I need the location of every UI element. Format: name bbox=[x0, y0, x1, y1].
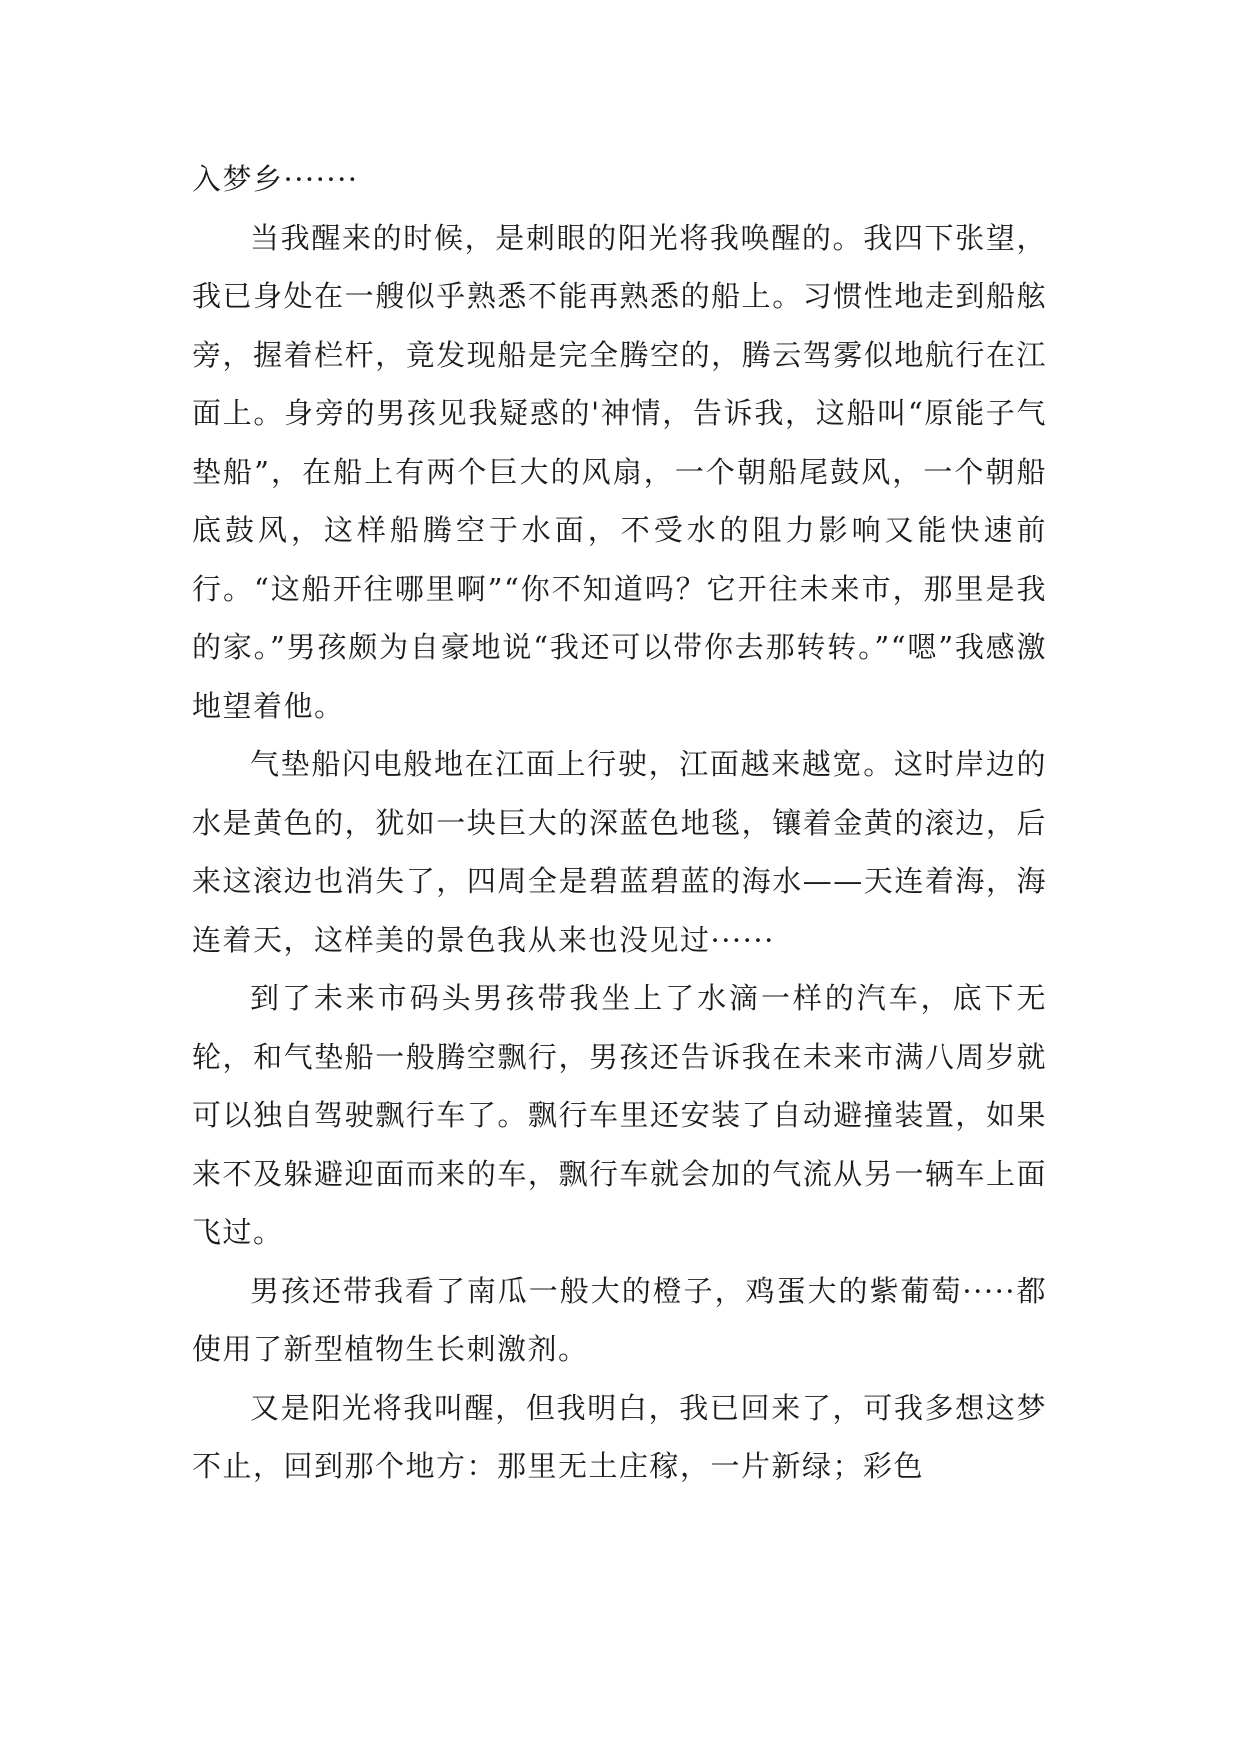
paragraph-1: 入梦乡······· bbox=[192, 162, 359, 196]
paragraph-3: 气垫船闪电般地在江面上行驶，江面越来越宽。这时岸边的水是黄色的，犹如一块巨大的深蓝色地毯，镶着金黄的滚边，后来这滚边也消失了，四周全是碧蓝碧蓝的海水——天连着海，海连着天，这样美的景色我从来也没见过······ bbox=[192, 747, 1047, 957]
paragraph-5: 男孩还带我看了南瓜一般大的橙子，鸡蛋大的紫葡萄·····都使用了新型植物生长刺激剂。 bbox=[192, 1273, 1047, 1366]
paragraph-6: 又是阳光将我叫醒，但我明白，我已回来了，可我多想这梦不止，回到那个地方：那里无土庄稼，一片新绿；彩色 bbox=[192, 1390, 1047, 1483]
document-body bbox=[192, 150, 1047, 1496]
paragraph-2: 当我醒来的时候，是刺眼的阳光将我唤醒的。我四下张望，我已身处在一艘似乎熟悉不能再熟悉的船上。习惯性地走到船舷旁，握着栏杆，竟发现船是完全腾空的，腾云驾雾似地航行在江面上。身旁的男孩见我疑惑的'神情，告诉我，这船叫“原能子气垫船”，在船上有两个巨大的风扇，一个朝船尾鼓风，一个朝船底鼓风，这样船腾空于水面，不受水的阻力影响又能快速前行。“这船开往哪里啊”“你不知道吗？它开往未来市，那里是我的家。”男孩颇为自豪地说“我还可以带你去那转转。”“嗯”我感激地望着他。 bbox=[192, 220, 1047, 723]
paragraph-4: 到了未来市码头男孩带我坐上了水滴一样的汽车，底下无轮，和气垫船一般腾空飘行，男孩还告诉我在未来市满八周岁就可以独自驾驶飘行车了。飘行车里还安装了自动避撞装置，如果来不及躲避迎面而来的车，飘行车就会加的气流从另一辆车上面飞过。 bbox=[192, 981, 1047, 1249]
